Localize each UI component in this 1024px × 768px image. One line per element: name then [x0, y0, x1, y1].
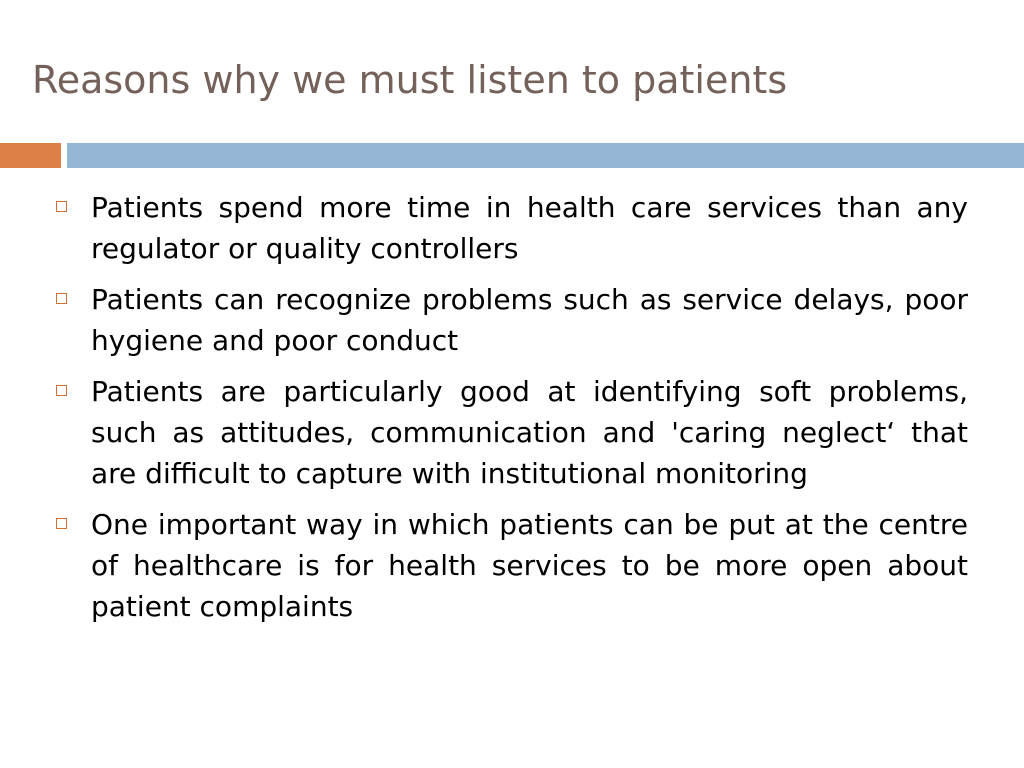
bullet-text: Patients spend more time in health care services than any regulator or quality controllers	[91, 191, 968, 265]
bullet-text: One important way in which patients can be put at the centre of healthcare is for health services to be more open about patient complaints	[91, 508, 968, 623]
hollow-square-bullet-icon	[56, 518, 67, 529]
bullet-item	[56, 504, 968, 627]
hollow-square-bullet-icon	[56, 385, 67, 396]
hollow-square-bullet-icon	[56, 201, 67, 212]
bullet-item	[56, 279, 968, 361]
title-rule-bar	[67, 143, 1024, 168]
bullet-item	[56, 371, 968, 494]
bullet-item	[56, 187, 968, 269]
bullet-text: Patients are particularly good at identifying soft problems, such as attitudes, communication and 'caring neglect‘ that are difficult to capture with institutional monitoring	[91, 375, 968, 490]
hollow-square-bullet-icon	[56, 293, 67, 304]
slide-title: Reasons why we must listen to patients	[32, 58, 788, 102]
bullet-text: Patients can recognize problems such as service delays, poor hygiene and poor conduct	[91, 283, 968, 357]
bullet-list	[56, 187, 968, 637]
title-rule-accent	[0, 143, 61, 168]
